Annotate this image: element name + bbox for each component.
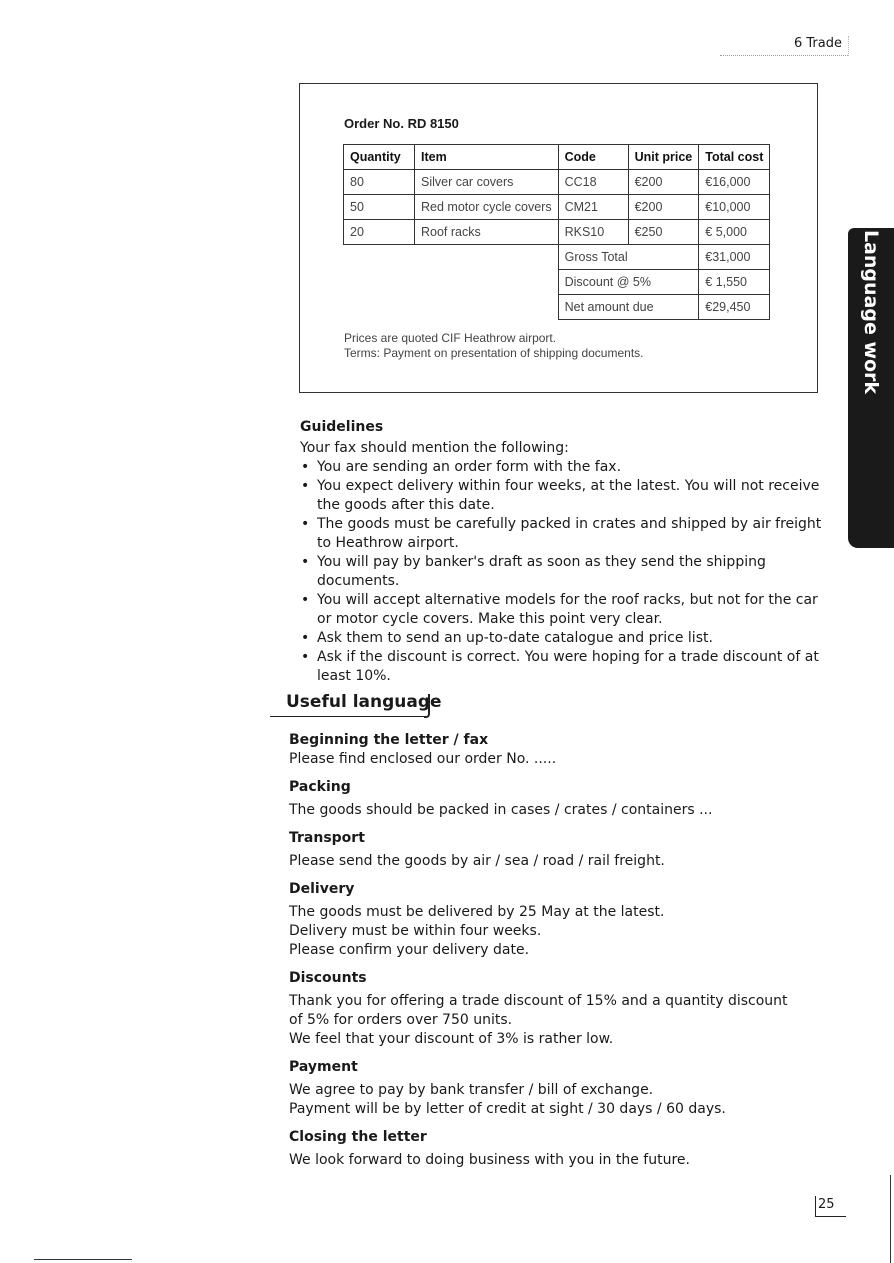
summary-row bbox=[344, 295, 770, 320]
phrase-line: Delivery must be within four weeks. bbox=[289, 923, 542, 939]
phrase-line: We feel that your discount of 3% is rather low. bbox=[289, 1031, 614, 1047]
phrase-heading: Delivery bbox=[289, 881, 355, 897]
cell-quantity: 20 bbox=[344, 220, 415, 245]
column-header: Total cost bbox=[699, 145, 770, 170]
column-header: Code bbox=[558, 145, 628, 170]
cell-code: CM21 bbox=[558, 195, 628, 220]
phrase-line: Payment will be by letter of credit at sight / 30 days / 60 days. bbox=[289, 1101, 726, 1117]
guidelines-list bbox=[300, 458, 830, 686]
cell-code: CC18 bbox=[558, 170, 628, 195]
chapter-header: 6 Trade bbox=[794, 36, 842, 51]
phrase-section bbox=[289, 1058, 829, 1119]
cell-quantity: 80 bbox=[344, 170, 415, 195]
order-form bbox=[299, 83, 818, 393]
cell-total-cost: € 5,000 bbox=[699, 220, 770, 245]
summary-label: Discount @ 5% bbox=[558, 270, 699, 295]
table-row bbox=[344, 220, 770, 245]
cell-code: RKS10 bbox=[558, 220, 628, 245]
bullet-icon: • bbox=[301, 630, 310, 646]
cell-quantity: 50 bbox=[344, 195, 415, 220]
phrase-section bbox=[289, 1128, 829, 1170]
phrase-heading: Beginning the letter / fax bbox=[289, 732, 489, 748]
order-note: Terms: Payment on presentation of shipping documents. bbox=[344, 346, 644, 360]
phrase-line: Please find enclosed our order No. ..... bbox=[289, 751, 557, 767]
table-row bbox=[344, 170, 770, 195]
bullet-icon: • bbox=[301, 478, 310, 494]
phrase-section bbox=[289, 829, 829, 871]
phrase-line: The goods must be delivered by 25 May at the latest. bbox=[289, 904, 665, 920]
phrase-heading: Packing bbox=[289, 779, 351, 795]
summary-row bbox=[344, 270, 770, 295]
phrase-line: The goods should be packed in cases / crates / containers ... bbox=[289, 802, 713, 818]
phrase-line: Please send the goods by air / sea / road / rail freight. bbox=[289, 853, 665, 869]
bullet-icon: • bbox=[301, 592, 310, 608]
column-header: Quantity bbox=[344, 145, 415, 170]
phrase-section bbox=[289, 731, 829, 769]
order-note: Prices are quoted CIF Heathrow airport. bbox=[344, 331, 557, 345]
summary-label: Net amount due bbox=[558, 295, 699, 320]
bullet-icon: • bbox=[301, 649, 310, 665]
header-tick bbox=[848, 36, 849, 56]
phrase-section bbox=[289, 778, 829, 820]
column-header: Item bbox=[415, 145, 559, 170]
cell-item: Silver car covers bbox=[415, 170, 559, 195]
column-header: Unit price bbox=[628, 145, 699, 170]
cell-unit-price: €200 bbox=[628, 170, 699, 195]
list-item-text: The goods must be carefully packed in crates and shipped by air freight to Heathrow airport. bbox=[317, 516, 822, 551]
order-table bbox=[343, 144, 770, 320]
list-item bbox=[300, 477, 830, 515]
cell-item: Roof racks bbox=[415, 220, 559, 245]
phrase-heading: Payment bbox=[289, 1059, 358, 1075]
cell-unit-price: €250 bbox=[628, 220, 699, 245]
useful-language-heading: Useful language bbox=[286, 692, 442, 712]
summary-row bbox=[344, 245, 770, 270]
list-item bbox=[300, 553, 830, 591]
list-item-text: You expect delivery within four weeks, at the latest. You will not receive the goods after this date. bbox=[317, 478, 820, 513]
bullet-icon: • bbox=[301, 554, 310, 570]
phrase-line: We look forward to doing business with you in the future. bbox=[289, 1152, 690, 1168]
cell-total-cost: €10,000 bbox=[699, 195, 770, 220]
footer-rule bbox=[34, 1259, 132, 1260]
phrase-line: Thank you for offering a trade discount of 15% and a quantity discount of 5% for orders over 750 units. bbox=[289, 993, 788, 1028]
list-item-text: You are sending an order form with the fax. bbox=[317, 459, 622, 475]
cell-unit-price: €200 bbox=[628, 195, 699, 220]
side-tab-label: Language work bbox=[860, 229, 882, 395]
order-header-row bbox=[344, 145, 770, 170]
phrase-heading: Discounts bbox=[289, 970, 367, 986]
phrase-line: We agree to pay by bank transfer / bill of exchange. bbox=[289, 1082, 654, 1098]
list-item bbox=[300, 591, 830, 629]
phrase-heading: Closing the letter bbox=[289, 1129, 427, 1145]
phrase-line: Please confirm your delivery date. bbox=[289, 942, 530, 958]
list-item bbox=[300, 515, 830, 553]
summary-value: €29,450 bbox=[699, 295, 770, 320]
list-item bbox=[300, 458, 830, 477]
margin-rule bbox=[890, 1175, 891, 1263]
list-item-text: You will pay by banker's draft as soon as they send the shipping documents. bbox=[317, 554, 766, 589]
order-title: Order No. RD 8150 bbox=[344, 116, 459, 131]
useful-language-underline bbox=[270, 716, 426, 717]
list-item bbox=[300, 648, 830, 686]
useful-language-bracket bbox=[424, 694, 430, 718]
table-row bbox=[344, 195, 770, 220]
phrase-section bbox=[289, 880, 829, 960]
list-item-text: Ask if the discount is correct. You were hoping for a trade discount of at least 10%. bbox=[317, 649, 819, 684]
phrase-section bbox=[289, 969, 829, 1049]
summary-value: € 1,550 bbox=[699, 270, 770, 295]
cell-total-cost: €16,000 bbox=[699, 170, 770, 195]
page-number: 25 bbox=[818, 1197, 835, 1212]
list-item-text: Ask them to send an up-to-date catalogue and price list. bbox=[317, 630, 713, 646]
phrase-heading: Transport bbox=[289, 830, 365, 846]
list-item bbox=[300, 629, 830, 648]
guidelines-intro: Your fax should mention the following: bbox=[300, 440, 569, 456]
cell-item: Red motor cycle covers bbox=[415, 195, 559, 220]
bullet-icon: • bbox=[301, 459, 310, 475]
header-rule bbox=[720, 55, 848, 56]
guidelines-heading: Guidelines bbox=[300, 419, 384, 435]
bullet-icon: • bbox=[301, 516, 310, 532]
order-notes bbox=[344, 331, 644, 361]
summary-label: Gross Total bbox=[558, 245, 699, 270]
guidelines-section bbox=[300, 418, 830, 686]
summary-value: €31,000 bbox=[699, 245, 770, 270]
list-item-text: You will accept alternative models for the roof racks, but not for the car or motor cycle covers. Make this point very clear. bbox=[317, 592, 818, 627]
